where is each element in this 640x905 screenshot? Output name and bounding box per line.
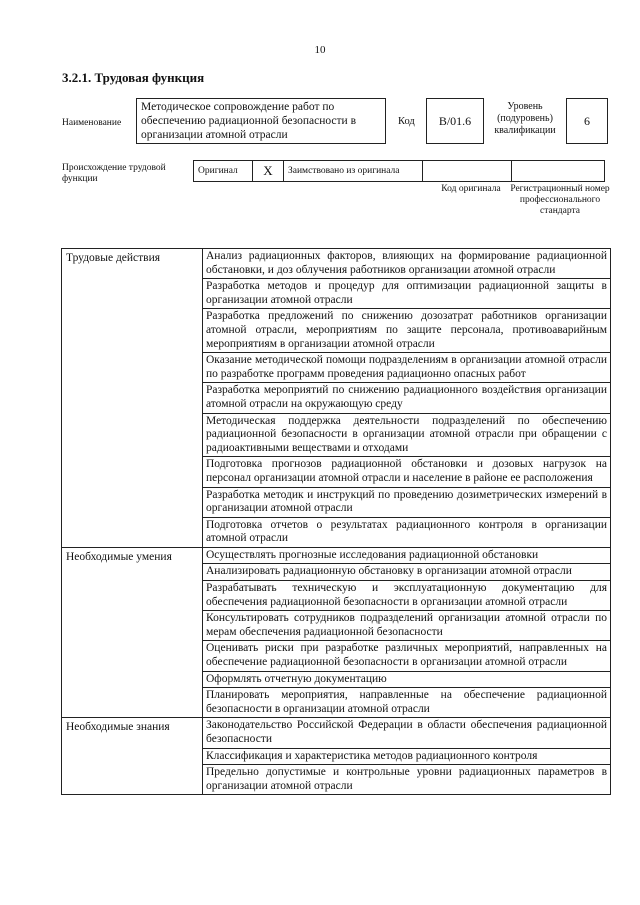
original-cell: Оригинал [193, 160, 253, 182]
code-value-box: В/01.6 [426, 98, 484, 144]
code-original-cell [422, 160, 512, 182]
list-item: Разработка методов и процедур для оптимизации радиационной защиты в организации атомной отрасли [203, 279, 611, 309]
function-name-box: Методическое сопровождение работ по обеспечению радиационной безопасности в организации атомной отрасли [136, 98, 386, 144]
borrowed-cell: Заимствовано из оригинала [283, 160, 423, 182]
list-item: Разработка методик и инструкций по проведению дозиметрических измерений в организации атомной отрасли [203, 487, 611, 517]
list-item: Оценивать риски при разработке различных мероприятий, направленных на обеспечение радиационной безопасности в организации атомной отрасли [203, 641, 611, 671]
list-item: Подготовка отчетов о результатах радиационного контроля в организации атомной отрасли [203, 517, 611, 547]
list-item: Оформлять отчетную документацию [203, 671, 611, 688]
list-item: Оказание методической помощи подразделениям в организации атомной отрасли по разработке программ проведения радиационно опасных работ [203, 353, 611, 383]
list-item: Разработка мероприятий по снижению радиационного воздействия организации атомной отрасли на окружающую среду [203, 383, 611, 413]
origin-label: Происхождение трудовой функции [62, 163, 166, 184]
original-mark-cell: X [252, 160, 284, 182]
code-original-caption: Код оригинала [441, 184, 501, 194]
list-item: Методическая поддержка деятельности подразделений по обеспечению радиационной безопасности в организации атомной отрасли при обращении с радиоактивными веществами и отходами [203, 413, 611, 457]
list-item: Законодательство Российской Федерации в области обеспечения радиационной безопасности [203, 718, 611, 748]
list-item: Разработка предложений по снижению дозозатрат работников организации атомной отрасли, мероприятиям по защите персонала, противоаварийным мероприятиям в организации атомной отрасли [203, 309, 611, 353]
list-item: Разрабатывать техническую и эксплуатационную документацию для обеспечения радиационной безопасности в организации атомной отрасли [203, 581, 611, 611]
table-row [62, 547, 611, 564]
section-title: 3.2.1. Трудовая функция [62, 70, 205, 85]
list-item: Анализ радиационных факторов, влияющих на формирование радиационной обстановки, и доз облучения работников организации атомной отрасли [203, 249, 611, 279]
function-details-table [61, 248, 611, 795]
list-item: Анализировать радиационную обстановку в организации атомной отрасли [203, 564, 611, 581]
reg-number-caption: Регистрационный номер профессионального стандарта [510, 184, 610, 216]
list-item: Консультировать сотрудников подразделений организации атомной отрасли по мерам обеспечения радиационной безопасности [203, 611, 611, 641]
list-item: Планировать мероприятия, направленные на обеспечение радиационной безопасности в организации атомной отрасли [203, 688, 611, 718]
list-item: Предельно допустимые и контрольные уровни радиационных параметров в организации атомной отрасли [203, 765, 611, 795]
list-item: Подготовка прогнозов радиационной обстановки и дозовых нагрузок на персонал организации атомной отрасли и население в районе ее расположения [203, 457, 611, 487]
section-label: Трудовые действия [62, 249, 203, 548]
code-label: Код [398, 116, 415, 127]
table-row [62, 249, 611, 279]
section-label: Необходимые умения [62, 547, 203, 718]
page-number: 10 [314, 44, 326, 56]
table-row [62, 718, 611, 748]
section-label: Необходимые знания [62, 718, 203, 795]
name-label: Наименование [62, 118, 122, 128]
origin-row [193, 160, 607, 182]
reg-number-cell [511, 160, 605, 182]
list-item: Классификация и характеристика методов радиационного контроля [203, 748, 611, 765]
list-item: Осуществлять прогнозные исследования радиационной обстановки [203, 547, 611, 564]
level-value-box: 6 [566, 98, 608, 144]
level-label: Уровень (подуровень) квалификации [494, 101, 556, 136]
